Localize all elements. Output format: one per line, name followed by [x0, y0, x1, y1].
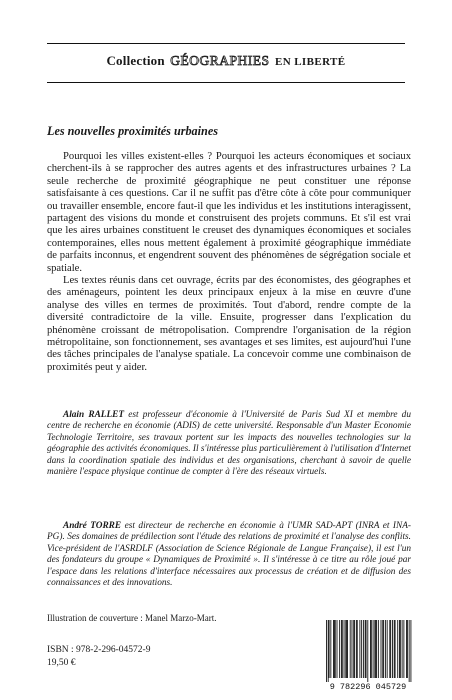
barcode-bar	[403, 620, 404, 678]
barcode-bar	[366, 620, 367, 678]
barcode-bar	[356, 620, 357, 678]
summary-paragraph-1: Pourquoi les villes existent-elles ? Pourquoi les acteurs économiques et sociaux cherchent-ils à se rapprocher des autres agents et des infrastructures urbaines ? La seule recherche de proximité géographique ne peut constituer une réponse satisfaisante à ces questions. Car il ne suffit pas d'être côte à côte pour communiquer ou travailler ensemble, encore faut-il que les individus et les institutions interagissent, partagent des visions du monde et construisent des projets communs. Et s'il est vrai que les aires urbaines constituent le creuset des dynamiques économiques et sociales contemporaines, elles nous mettent également à proximité géographique immédiate de parfaits inconnus, et engendrent souvent des phénomènes de ségrégation sociale et spatiale.	[47, 151, 411, 274]
barcode	[318, 620, 418, 692]
barcode-bar	[350, 620, 351, 678]
barcode-bar	[395, 620, 396, 678]
barcode-bar	[341, 620, 342, 678]
barcode-bar	[385, 620, 386, 678]
author-bio-2	[47, 521, 411, 589]
barcode-digits: 9 782296 045729	[329, 682, 407, 692]
barcode-bar	[329, 620, 330, 678]
barcode-bar	[406, 620, 407, 678]
barcode-bar	[346, 620, 347, 678]
barcode-bar	[375, 620, 376, 678]
barcode-bar	[387, 620, 388, 678]
collection-header	[47, 53, 405, 69]
barcode-bar	[345, 620, 346, 678]
book-title: Les nouvelles proximités urbaines	[47, 124, 218, 138]
barcode-bar	[367, 620, 368, 682]
barcode-bar	[407, 620, 408, 678]
collection-suffix: EN LIBERTÉ	[274, 56, 346, 68]
barcode-bar	[357, 620, 358, 678]
barcode-bar	[383, 620, 384, 678]
barcode-bar	[381, 620, 382, 678]
isbn: ISBN : 978-2-296-04572-9	[47, 645, 151, 655]
barcode-bar	[371, 620, 372, 678]
barcode-bar	[399, 620, 400, 678]
barcode-bar	[352, 620, 353, 678]
barcode-bar	[330, 620, 331, 678]
barcode-bar	[378, 620, 379, 678]
author-name: Alain RALLET	[63, 410, 125, 420]
header-top-rule	[47, 43, 405, 44]
barcode-bar	[328, 620, 329, 682]
barcode-bar	[326, 620, 327, 682]
price: 19,50 €	[47, 658, 76, 668]
barcode-bar	[334, 620, 335, 678]
barcode-bar	[374, 620, 375, 678]
barcode-bar	[335, 620, 336, 678]
barcode-bar	[373, 620, 374, 678]
summary-paragraph-2: Les textes réunis dans cet ouvrage, écrits par des économistes, des géographes et des aménageurs, pointent les deux principaux enjeux à la mise en œuvre d'une analyse des villes en termes de proximités. Tout d'abord, rendre compte de la diversité contradictoire de la ville. Ensuite, progresser dans l'explication du phénomène croissant de métropolisation. Comprendre l'organisation de la région métropolitaine, son fonctionnement, ses avantages et ses limites, est aujourd'hui l'une des tâches principales de l'analyse spatiale. La concevoir comme une combinaison de proximités peut y aider.	[47, 275, 411, 373]
barcode-bar	[394, 620, 395, 678]
barcode-bar	[400, 620, 401, 678]
author-bio-text: est directeur de recherche en économie à l'UMR SAD-APT (INRA et INA-PG). Ses domaines de prédilection sont l'étude des relations de proximité et l'analyse des conflits. Vice-président de l'ASRDLF (Association de Science Régionale de Langue Française), il est l'un des fondateurs du groupe « Dynamiques de Proximité ». Il s'intéresse à ce titre au rôle joué par l'espace dans les relations d'interface nécessaires aux processus de création et de diffusion des connaissances et des innovations.	[47, 521, 411, 589]
barcode-bar	[354, 620, 355, 678]
collection-brand: GÉOGRAPHIES	[170, 53, 270, 68]
barcode-bar	[389, 620, 390, 678]
illustration-credit: Illustration de couverture : Manel Marzo-Mart.	[47, 613, 217, 623]
header-bottom-rule	[47, 82, 405, 83]
barcode-bar	[402, 620, 403, 678]
author-name: André TORRE	[63, 521, 122, 531]
barcode-bar	[333, 620, 334, 678]
barcode-bar	[339, 620, 340, 678]
barcode-bar	[365, 620, 366, 678]
barcode-bar	[361, 620, 362, 678]
author-bio-1	[47, 410, 411, 478]
barcode-bar	[353, 620, 354, 678]
barcode-bar	[376, 620, 377, 678]
collection-prefix: Collection	[106, 53, 165, 68]
barcode-bar	[397, 620, 398, 678]
barcode-bar	[392, 620, 393, 678]
barcode-bar	[409, 620, 410, 682]
barcode-bar	[342, 620, 343, 678]
author-bio-text: est professeur d'économie à l'Université de Paris Sud XI et membre du centre de recherche en économie (ADIS) de cette université. Responsable d'un Master Economie Technologie Territoire, ses travaux portent sur les impacts des nouvelles technologies sur la géographie des activités économiques. Il s'intéresse plus particulièrement à l'utilisation d'Internet dans la coordination spatiale des individus et des organisations, cherchant à savoir de quelle manière l'espace physique continue de compter à l'ère des réseaux virtuels.	[47, 410, 411, 478]
barcode-bar	[382, 620, 383, 678]
barcode-bar	[344, 620, 345, 678]
barcode-bar	[370, 620, 371, 678]
barcode-bar	[347, 620, 348, 678]
barcode-bars	[326, 620, 411, 682]
barcode-bar	[410, 620, 411, 682]
barcode-bar	[390, 620, 391, 678]
barcode-bar	[359, 620, 360, 678]
barcode-bar	[363, 620, 364, 678]
barcode-bar	[337, 620, 338, 678]
